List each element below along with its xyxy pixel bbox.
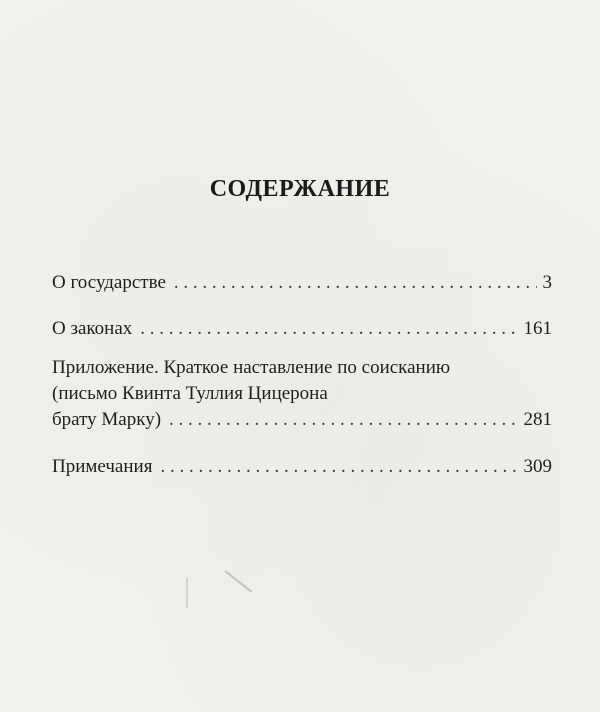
toc-line	[52, 270, 552, 296]
toc-page-number: 281	[523, 409, 552, 430]
toc-entry-title: Примечания	[52, 456, 153, 477]
toc-line	[52, 454, 552, 480]
toc-page-number: 3	[542, 272, 552, 293]
toc-entry-title-line-3: брату Марку)	[52, 409, 162, 430]
toc-line	[52, 316, 552, 342]
page-title: СОДЕРЖАНИЕ	[209, 176, 391, 202]
paper-scratch-mark	[224, 570, 252, 593]
paper-scratch-mark	[186, 578, 188, 608]
toc-entry-state	[52, 270, 552, 296]
toc-entry-title: О государстве	[52, 272, 166, 293]
toc-entry-laws	[52, 316, 552, 342]
dot-leader	[160, 454, 517, 480]
toc-line	[52, 407, 552, 433]
toc-page-number: 309	[523, 456, 552, 477]
toc-entry-title-line-1: Приложение. Краткое наставление по соисканию	[52, 357, 451, 378]
toc-page-number: 161	[523, 318, 552, 339]
toc-entry-notes	[52, 454, 552, 480]
dot-leader	[169, 407, 517, 433]
dot-leader	[140, 316, 517, 342]
toc-entry-title: О законах	[52, 318, 133, 339]
toc-entry-appendix	[52, 355, 552, 433]
dot-leader	[174, 270, 537, 296]
toc-entry-title-line-2: (письмо Квинта Туллия Цицерона	[52, 383, 328, 404]
